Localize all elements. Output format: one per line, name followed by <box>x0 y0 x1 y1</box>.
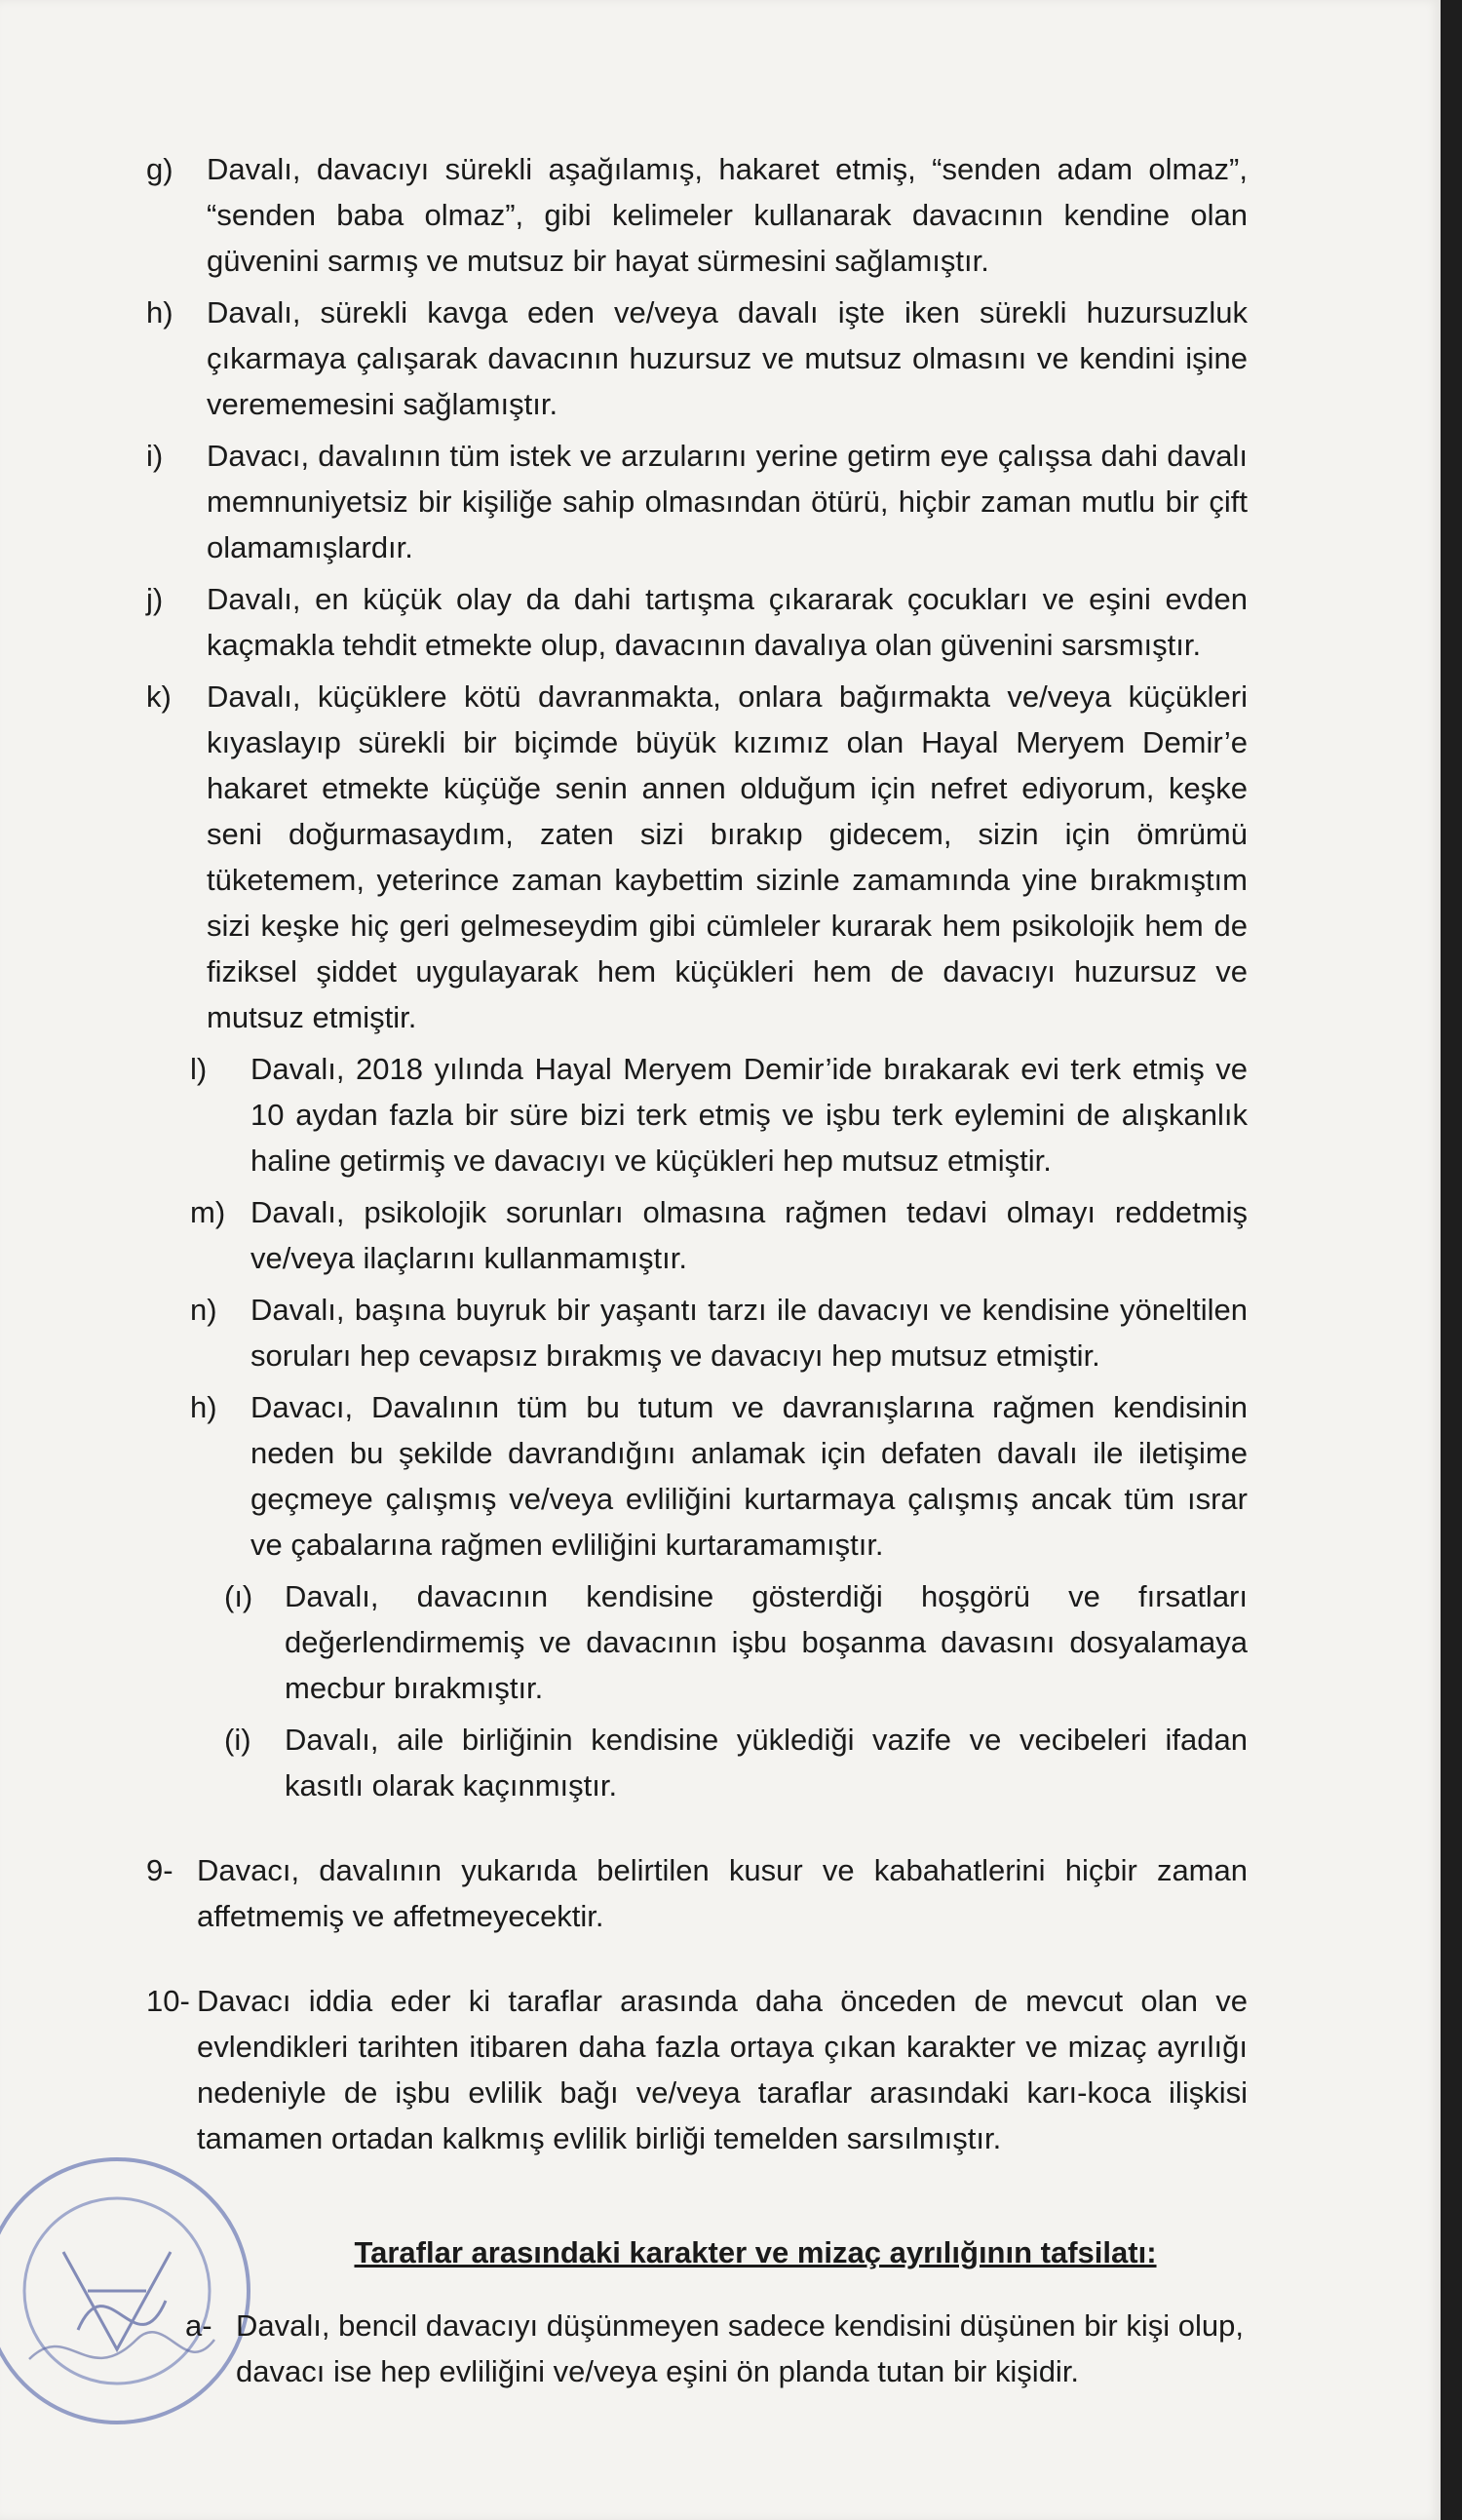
list-text: Davalı, sürekli kavga eden ve/veya davalı işte iken sürekli huzursuzluk çıkarmaya çalışarak davacının huzursuz ve mutsuz olmasını ve kendini işine verememesini sağlamıştır. <box>207 295 1248 421</box>
list-marker: (i) <box>224 1723 251 1757</box>
list-item <box>146 290 1248 427</box>
scan-edge <box>1441 0 1462 2520</box>
list-marker: (ı) <box>224 1579 253 1613</box>
list-marker: h) <box>190 1390 217 1424</box>
list-text: Davalı, psikolojik sorunları olmasına rağmen tedavi olmayı reddetmiş ve/veya ilaçlarını kullanmamıştır. <box>250 1195 1248 1275</box>
list-marker: i) <box>146 439 164 473</box>
list-text: Davalı, 2018 yılında Hayal Meryem Demir’ide bırakarak evi terk etmiş ve 10 aydan fazla bir süre bizi terk etmiş ve işbu terk eylemini de alışkanlık haline getirmiş ve davacıyı ve küçükleri hep mutsuz etmiştir. <box>250 1052 1248 1178</box>
paragraph-text: Davacı iddia eder ki taraflar arasında daha önceden de mevcut olan ve evlendikleri tarihten itibaren daha fazla ortaya çıkan karakter ve mizaç ayrılığı nedeniyle de işbu evlilik bağı ve/veya taraflar arasındaki karı-koca ilişkisi tamamen ortadan kalkmış evlilik birliği temelden sarsılmıştır. <box>197 1984 1248 2155</box>
list-item <box>224 1717 1248 1808</box>
list-item <box>146 674 1248 1040</box>
list-marker: m) <box>190 1195 226 1229</box>
list-item <box>146 146 1248 284</box>
list-item <box>146 433 1248 570</box>
list-text: Davalı, davacının kendisine gösterdiği hoşgörü ve fırsatları değerlendirmemiş ve davacının işbu boşanma davasını dosyalamaya mecbur bırakmıştır. <box>285 1579 1248 1705</box>
lettered-paragraph <box>185 2303 1248 2394</box>
list-item <box>224 1573 1248 1711</box>
paragraph-letter: a- <box>185 2308 212 2343</box>
section-heading: Taraflar arasındaki karakter ve mizaç ayrılığının tafsilatı: <box>354 2235 1157 2269</box>
list-marker: g) <box>146 152 173 186</box>
list-text: Davacı, davalının tüm istek ve arzularını yerine getirm eye çalışsa dahi davalı memnuniyetsiz bir kişiliğe sahip olmasından ötürü, hiçbir zaman mutlu bir çift olamamışlardır. <box>207 439 1248 564</box>
paragraph-number: 9- <box>146 1853 173 1887</box>
numbered-paragraph <box>146 1847 1248 1939</box>
list-marker: l) <box>190 1052 208 1086</box>
paragraph-text: Davacı, davalının yukarıda belirtilen kusur ve kabahatlerini hiçbir zaman affetmemiş ve affetmeyecektir. <box>197 1853 1248 1933</box>
list-item <box>190 1287 1248 1378</box>
document-body <box>146 146 1248 2394</box>
list-item <box>190 1384 1248 1568</box>
list-text: Davalı, küçüklere kötü davranmakta, onlara bağırmakta ve/veya küçükleri kıyaslayıp sürekli bir biçimde büyük kızımız olan Hayal Meryem Demir’e hakaret etmekte küçüğe senin annen olduğum için nefret ediyorum, keşke seni doğurmasaydım, zaten sizi bırakıp gidecem, sizin için ömrümü tüketemem, yeterince zaman kaybettim sizinle zamamında yine bırakmıştım sizi keşke hiç geri gelmeseydim gibi cümleler kurarak hem psikolojik hem de fiziksel şiddet uygulayarak hem küçükleri hem de davacıyı huzursuz ve mutsuz etmiştir. <box>207 679 1248 1034</box>
list-marker: k) <box>146 679 172 714</box>
list-marker: j) <box>146 582 164 616</box>
list-text: Davacı, Davalının tüm bu tutum ve davranışlarına rağmen kendisinin neden bu şekilde davrandığını anlamak için defaten davalı ile iletişime geçmeye çalışmış ve/veya evliliğini kurtarmaya çalışmış ancak tüm ısrar ve çabalarına rağmen evliliğini kurtaramamıştır. <box>250 1390 1248 1562</box>
list-text: Davalı, davacıyı sürekli aşağılamış, hakaret etmiş, “senden adam olmaz”, “senden baba olmaz”, gibi kelimeler kullanarak davacının kendine olan güvenini sarmış ve mutsuz bir hayat sürmesini sağlamıştır. <box>207 152 1248 278</box>
paragraph-text: Davalı, bencil davacıyı düşünmeyen sadece kendisini düşünen bir kişi olup, davacı ise hep evliliğini ve/veya eşini ön planda tutan bir kişidir. <box>236 2308 1244 2388</box>
list-text: Davalı, başına buyruk bir yaşantı tarzı ile davacıyı ve kendisine yöneltilen soruları hep cevapsız bırakmış ve davacıyı hep mutsuz etmiştir. <box>250 1293 1248 1373</box>
list-item <box>146 576 1248 668</box>
list-item <box>190 1189 1248 1281</box>
list-item <box>190 1046 1248 1183</box>
list-text: Davalı, aile birliğinin kendisine yüklediği vazife ve vecibeleri ifadan kasıtlı olarak kaçınmıştır. <box>285 1723 1248 1803</box>
list-text: Davalı, en küçük olay da dahi tartışma çıkararak çocukları ve eşini evden kaçmakla tehdit etmekte olup, davacının davalıya olan güvenini sarsmıştır. <box>207 582 1248 662</box>
list-marker: n) <box>190 1293 217 1327</box>
numbered-paragraph <box>146 1978 1248 2161</box>
list-marker: h) <box>146 295 173 330</box>
paragraph-number: 10- <box>146 1984 190 2018</box>
